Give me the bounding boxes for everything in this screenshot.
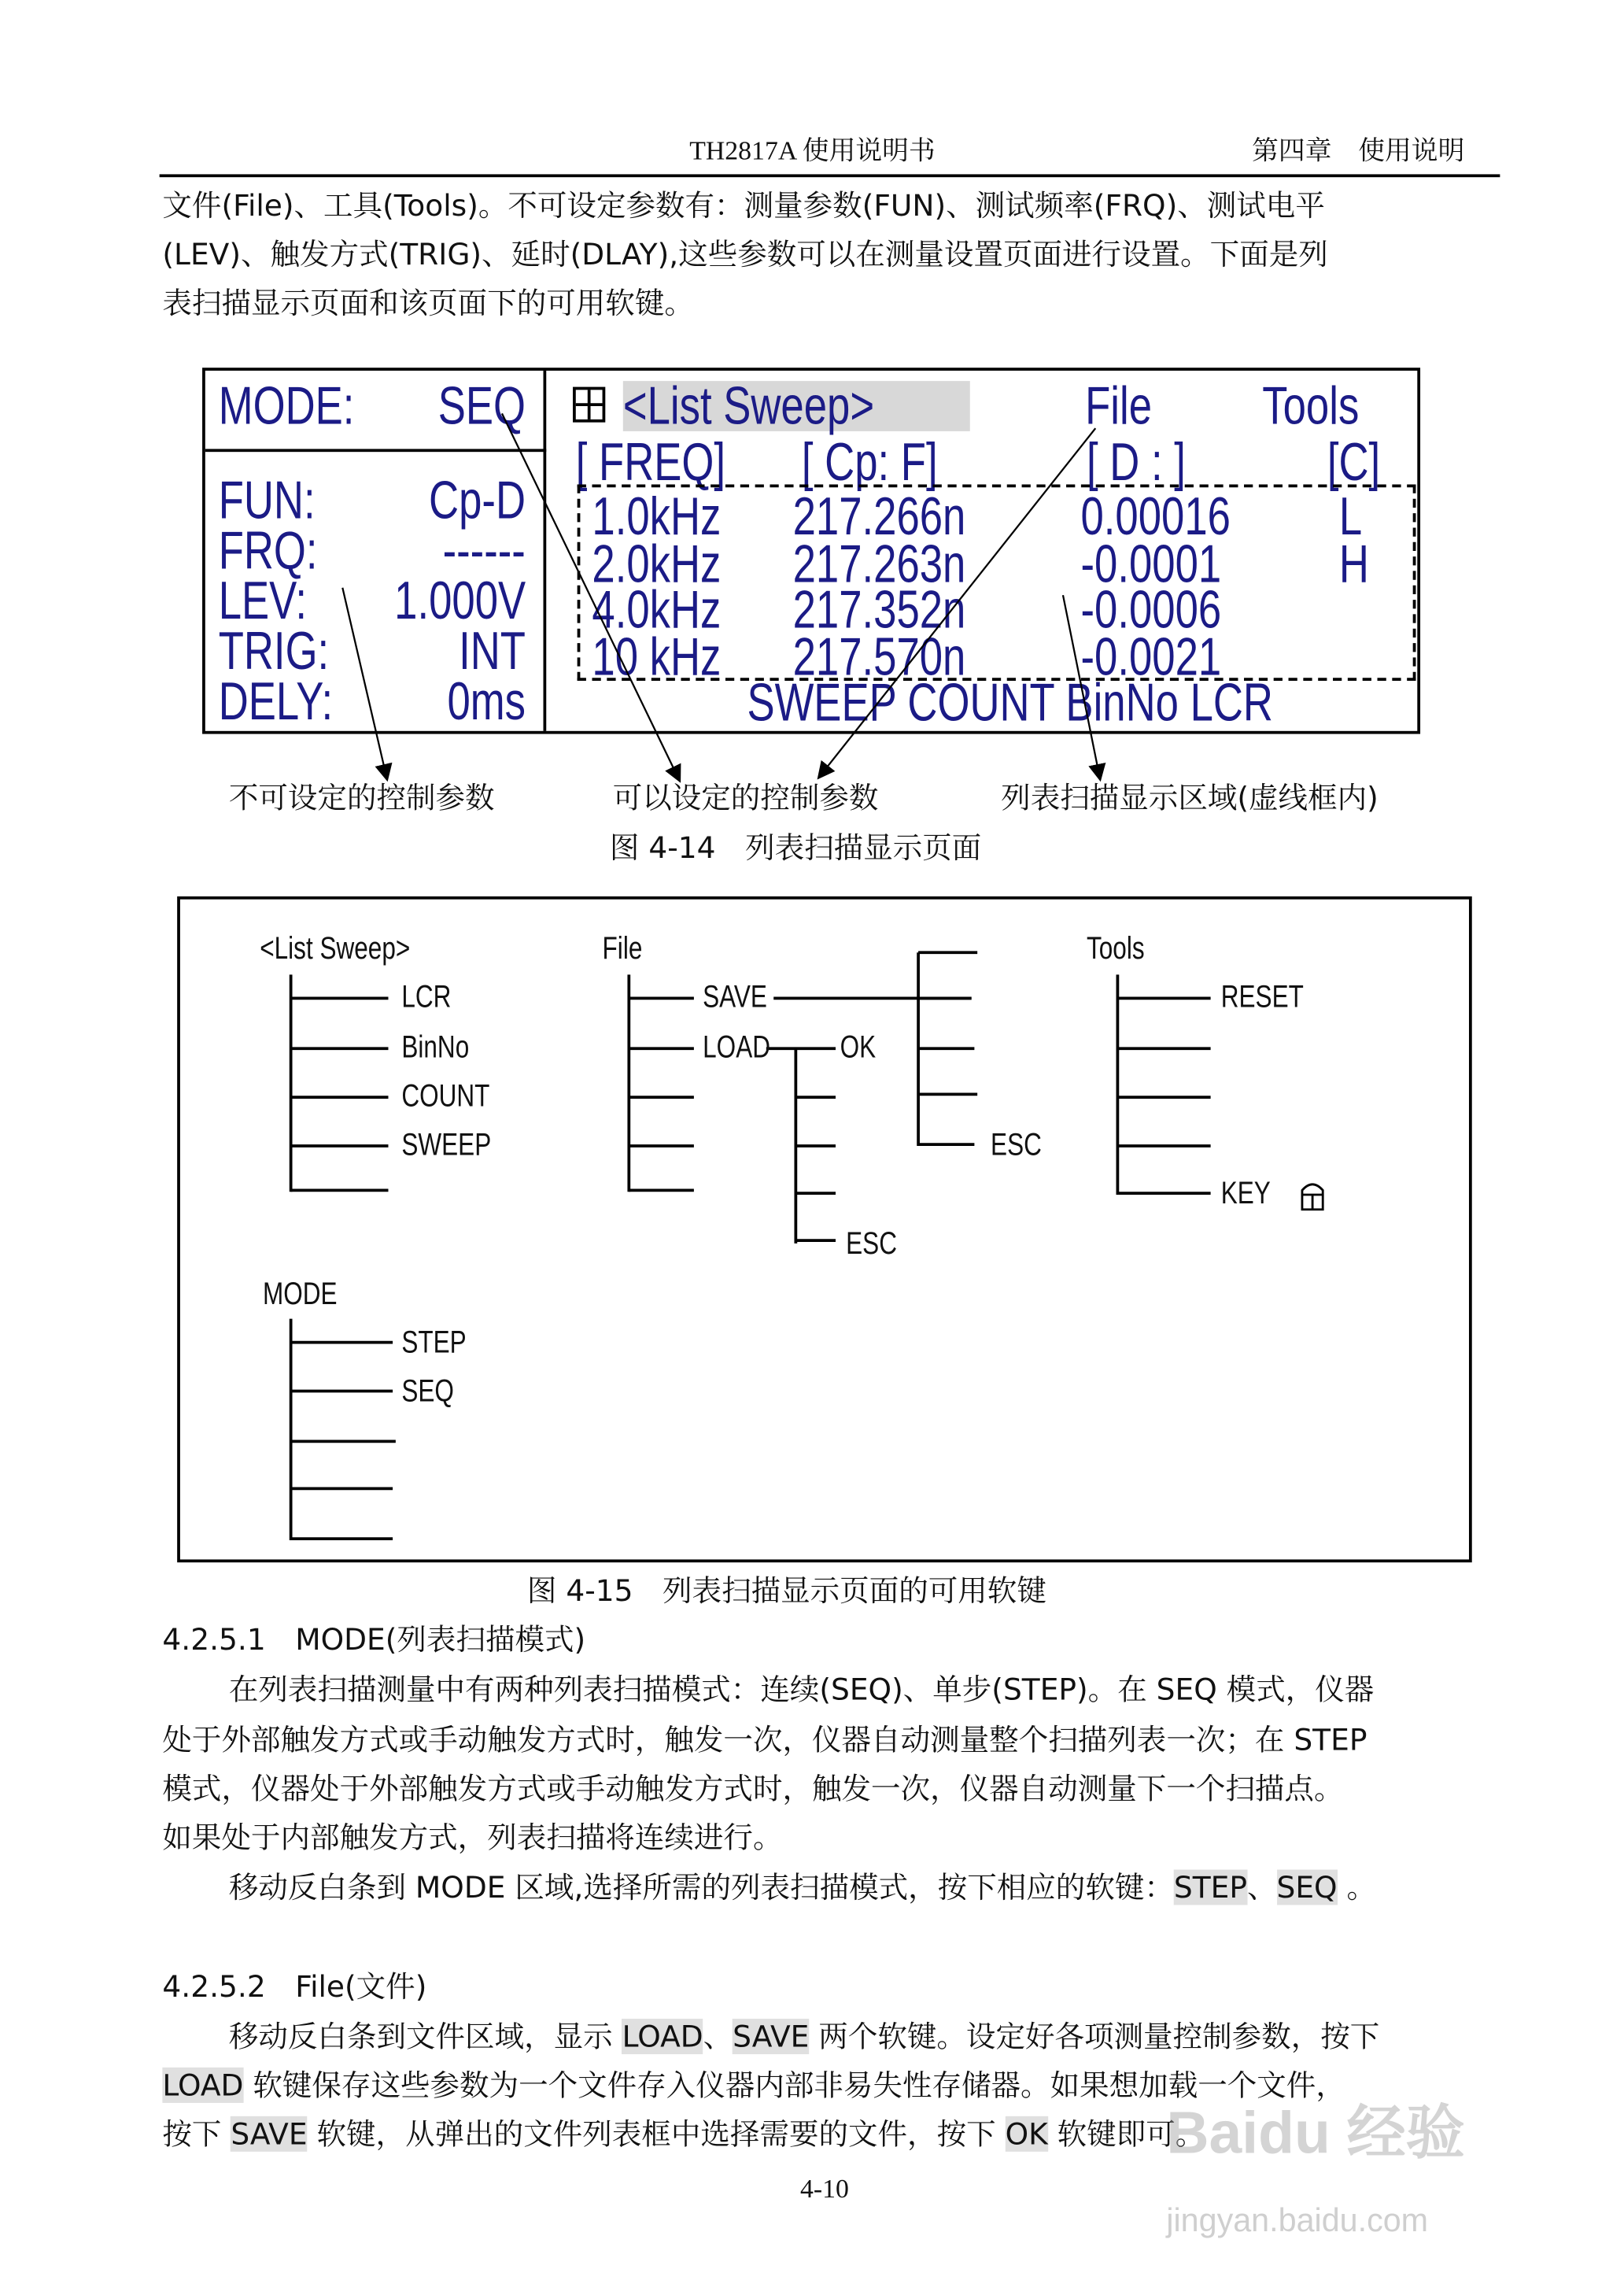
- list-cell: -0.0001: [1080, 533, 1222, 594]
- header-chapter: 第四章 使用说明: [1252, 135, 1465, 166]
- softkey-seq: SEQ: [401, 1374, 454, 1410]
- list-cell: -0.0006: [1080, 578, 1222, 640]
- menu-file[interactable]: File: [1085, 375, 1153, 436]
- mode-label: MODE:: [218, 375, 355, 436]
- key-seq: SEQ: [1276, 1869, 1338, 1905]
- list-cell: 217.570n: [792, 626, 966, 687]
- column-header: [C]: [1327, 431, 1381, 492]
- softkey-step: STEP: [401, 1325, 467, 1361]
- lock-icon: [1302, 1184, 1323, 1210]
- tree-root-mode: MODE: [262, 1277, 338, 1312]
- frq-label: FRQ:: [218, 519, 318, 581]
- key-load: LOAD: [622, 2018, 703, 2055]
- softkey-sweep: SWEEP: [401, 1128, 492, 1162]
- tree-root-file: File: [602, 931, 643, 966]
- annotation-settable-params: 可以设定的控制参数: [612, 779, 879, 815]
- watermark-url: jingyan.baidu.com: [1166, 2201, 1429, 2239]
- key-ok: OK: [1005, 2116, 1048, 2152]
- softkey-lcr: LCR: [401, 980, 452, 1015]
- softkey-load: LOAD: [703, 1030, 770, 1065]
- arrow: [819, 428, 1095, 777]
- list-cell: 4.0kHz: [592, 578, 722, 640]
- list-cell: 0.00016: [1080, 486, 1231, 547]
- paragraph-line: 如果处于内部触发方式，列表扫描将连续进行。: [162, 1819, 783, 1855]
- lev-value: 1.000V: [393, 570, 526, 631]
- key-save: SAVE: [733, 2018, 810, 2055]
- paragraph-line: 移动反白条到文件区域，显示 LOAD、SAVE 两个软键。设定好各项测量控制参数，按下: [228, 2018, 1380, 2055]
- list-cell: 1.0kHz: [592, 486, 722, 547]
- menu-tools[interactable]: Tools: [1262, 375, 1360, 436]
- column-header: [ D : ]: [1087, 431, 1186, 492]
- key-load: LOAD: [162, 2067, 244, 2103]
- trig-value: INT: [459, 620, 526, 682]
- softkeys: SWEEP COUNT BinNo LCR: [747, 671, 1273, 733]
- softkey-save: SAVE: [703, 980, 767, 1015]
- softkey-key: KEY: [1220, 1177, 1271, 1211]
- softkey-esc: ESC: [846, 1227, 897, 1262]
- column-header: [ FREQ]: [575, 431, 726, 492]
- key-step: STEP: [1173, 1869, 1247, 1905]
- softkey-count: COUNT: [401, 1079, 490, 1114]
- softkey-ok: OK: [840, 1030, 877, 1065]
- figure-caption: 图 4-14 列表扫描显示页面: [609, 830, 982, 866]
- intro-line: (LEV)、触发方式(TRIG)、延时(DLAY),这些参数可以在测量设置页面进行设置。下面是列: [162, 236, 1328, 272]
- section-heading: 4.2.5.2 File(文件): [162, 1968, 427, 2005]
- header-title: TH2817A 使用说明书: [689, 135, 936, 166]
- paragraph-line: 移动反白条到 MODE 区域,选择所需的列表扫描模式，按下相应的软键：STEP、SEQ 。: [228, 1869, 1377, 1905]
- paragraph-line: 处于外部触发方式或手动触发方式时，触发一次，仪器自动测量整个扫描列表一次；在 STEP: [162, 1721, 1367, 1757]
- paragraph-line: 按下 SAVE 软键，从弹出的文件列表框中选择需要的文件，按下 OK 软键即可。: [162, 2116, 1205, 2152]
- arrow: [1063, 595, 1100, 778]
- list-cell: 217.352n: [792, 578, 966, 640]
- mode-value: SEQ: [437, 375, 526, 436]
- softkey-reset: RESET: [1220, 980, 1304, 1015]
- list-cell: 2.0kHz: [592, 533, 722, 594]
- tree-root-tools: Tools: [1087, 931, 1145, 966]
- fun-label: FUN:: [218, 469, 316, 530]
- page-number: 4-10: [799, 2174, 849, 2204]
- lev-label: LEV:: [218, 570, 307, 631]
- arrow: [342, 588, 386, 778]
- list-cell: -0.0021: [1080, 626, 1222, 687]
- softkey-esc: ESC: [991, 1128, 1042, 1162]
- annotation-fixed-params: 不可设定的控制参数: [228, 779, 495, 815]
- softkey-binno: BinNo: [401, 1030, 470, 1065]
- key-save: SAVE: [231, 2116, 308, 2152]
- trig-label: TRIG:: [218, 620, 330, 682]
- intro-line: 文件(File)、工具(Tools)。不可设定参数有：测量参数(FUN)、测试频率(FRQ)、测试电平: [162, 187, 1325, 224]
- annotation-list-area: 列表扫描显示区域(虚线框内): [1001, 779, 1379, 815]
- lcd-title[interactable]: <List Sweep>: [622, 375, 875, 436]
- frq-value: ------: [442, 519, 526, 581]
- list-cell: L: [1338, 486, 1363, 547]
- list-cell: 10 kHz: [592, 626, 722, 687]
- tree-root-list-sweep: <List Sweep>: [260, 931, 411, 966]
- dely-value: 0ms: [447, 670, 526, 731]
- column-header: [ Cp: F]: [801, 431, 938, 492]
- figure-caption: 图 4-15 列表扫描显示页面的可用软键: [526, 1572, 1046, 1609]
- list-cell: 217.266n: [792, 486, 966, 547]
- dely-label: DELY:: [218, 670, 334, 731]
- fun-value: Cp-D: [429, 469, 526, 530]
- paragraph-line: 模式，仪器处于外部触发方式或手动触发方式时，触发一次，仪器自动测量下一个扫描点。: [162, 1770, 1344, 1806]
- arrow: [502, 413, 679, 779]
- paragraph-line: LOAD 软键保存这些参数为一个文件存入仪器内部非易失性存储器。如果想加载一个文件，: [162, 2067, 1345, 2103]
- paragraph-line: 在列表扫描测量中有两种列表扫描模式：连续(SEQ)、单步(STEP)。在 SEQ 模式，仪器: [228, 1672, 1375, 1708]
- watermark-logo: Baidu 经验: [1166, 2101, 1465, 2167]
- list-cell: H: [1338, 533, 1369, 594]
- list-cell: 217.263n: [792, 533, 966, 594]
- section-heading: 4.2.5.1 MODE(列表扫描模式): [162, 1621, 586, 1658]
- intro-line: 表扫描显示页面和该页面下的可用软键。: [162, 285, 694, 321]
